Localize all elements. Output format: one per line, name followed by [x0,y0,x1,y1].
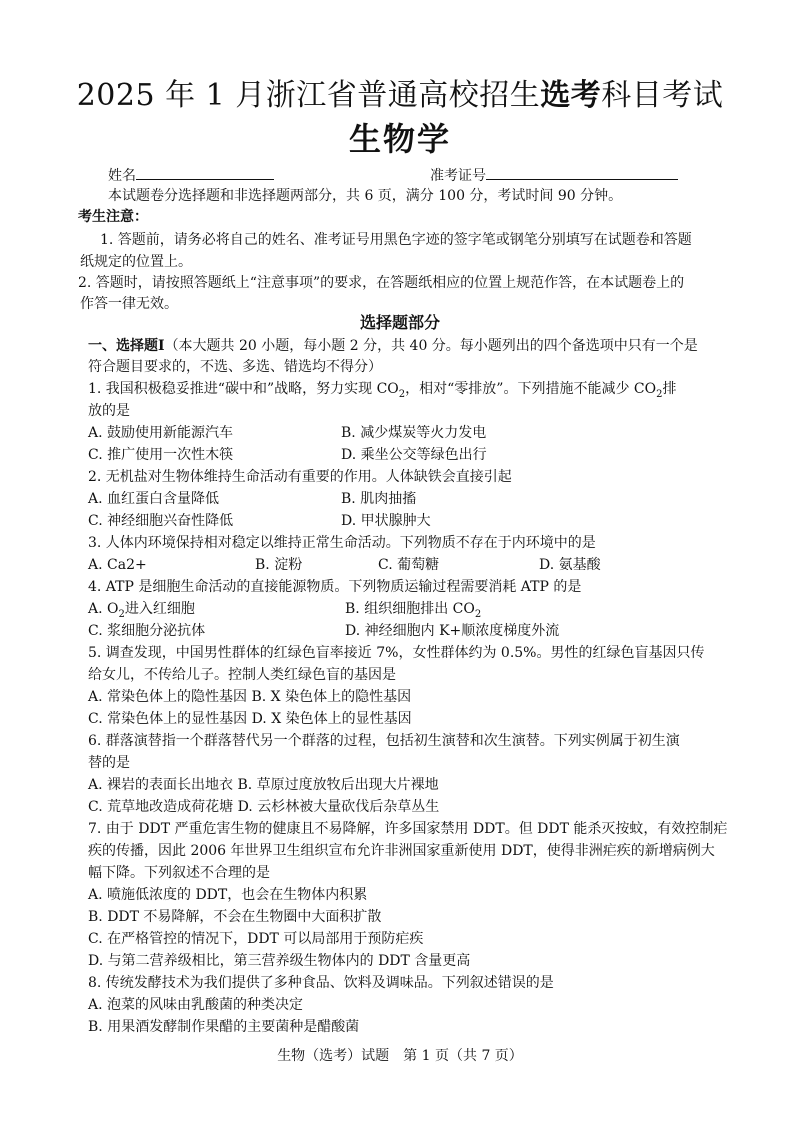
q3-option-b: B. 淀粉 [255,557,303,573]
q2-option-c: C. 神经细胞兴奋性降低 [88,513,234,529]
q4-option-a [88,599,195,619]
subject-title: 生物学 [348,120,451,158]
q1-text-a: 1. 我国积极稳妥推进“碳中和”战略，努力实现 CO [88,381,399,397]
q7-option-d: D. 与第二营养级相比，第三营养级生物体内的 DDT 含量更高 [88,953,471,969]
q4-a-text-a: A. O [88,601,119,617]
q5-options-cd: C. 常染色体上的显性基因 D. X 染色体上的显性基因 [88,711,412,727]
id-field [430,164,678,186]
q3-option-a: A. Ca2+ [88,557,147,573]
q3-option-d: D. 氨基酸 [539,557,601,573]
q4-b-sub: 2 [474,608,482,620]
q3-stem: 3. 人体内环境保持相对稳定以维持正常生命活动。下列物质不存在于内环境中的是 [88,535,596,551]
q4-stem: 4. ATP 是细胞生命活动的直接能源物质。下列物质运输过程需要消耗 ATP 的是 [88,579,582,595]
q7-option-c: C. 在严格管控的情况下，DDT 可以局部用于预防疟疾 [88,931,424,947]
q5-options-ab: A. 常染色体上的隐性基因 B. X 染色体上的隐性基因 [88,689,412,705]
q6-stem-line-1: 6. 群落演替指一个群落替代另一个群落的过程，包括初生演替和次生演替。下列实例属于初生演 [88,733,680,749]
q8-option-a: A. 泡菜的风味由乳酸菌的种类决定 [88,997,304,1013]
q5-stem-line-2: 给女儿，不传给儿子。控制人类红绿色盲的基因是 [88,667,396,683]
q5-stem-line-1: 5. 调查发现，中国男性群体的红绿色盲率接近 7%，女性群体约为 0.5%。男性的红绿色盲基因只传 [88,645,705,661]
notice-item-1-line-2: 纸规定的位置上。 [80,254,192,270]
q1-text-c: 排 [662,381,677,397]
q4-option-c: C. 浆细胞分泌抗体 [88,623,206,639]
q6-options-cd: C. 荒草地改造成荷花塘 D. 云杉林被大量砍伐后杂草丛生 [88,799,440,815]
q7-stem-line-3: 幅下降。下列叙述不合理的是 [88,865,270,881]
exam-title [0,76,800,116]
q7-stem-line-2: 疾的传播，因此 2006 年世界卫生组织宣布允许非洲国家重新使用 DDT，使得非洲疟疾的新增病例大 [88,843,715,859]
q1-option-d: D. 乘坐公交等绿色出行 [341,447,487,463]
title-bold: 选考 [540,78,602,113]
q4-a-text-b: 进入红细胞 [124,601,195,617]
title-suffix: 科目考试 [601,78,724,113]
notice-item-2-line-2: 作答一律无效。 [80,296,178,312]
q1-sub-1: 2 [398,388,406,400]
section-heading-line-1 [88,336,698,356]
notice-item-2-line-1: 2. 答题时，请按照答题纸上“注意事项”的要求，在答题纸相应的位置上规范作答，在本试题卷上的 [78,275,685,291]
q2-option-b: B. 肌肉抽搐 [341,491,417,507]
q6-stem-line-2: 替的是 [88,755,130,771]
name-blank [136,164,274,180]
q1-option-a: A. 鼓励使用新能源汽车 [88,425,234,441]
id-label: 准考证号 [430,168,486,184]
section-heading-rest: （本大题共 20 小题，每小题 2 分，共 40 分。每小题列出的四个备选项中只有一个是 [164,338,698,354]
q1-text-b: ，相对“零排放”。下列措施不能减少 CO [405,381,657,397]
q7-option-b: B. DDT 不易降解，不会在生物圈中大面积扩散 [88,909,382,925]
q8-stem: 8. 传统发酵技术为我们提供了多种食品、饮料及调味品。下列叙述错误的是 [88,975,554,991]
exam-summary: 本试题卷分选择题和非选择题两部分，共 6 页，满分 100 分，考试时间 90 分钟。 [108,188,623,204]
notice-item-1-line-1: 1. 答题前，请务必将自己的姓名、准考证号用黑色字迹的签字笔或钢笔分别填写在试题卷和答题 [100,232,692,248]
q4-b-text: B. 组织细胞排出 CO [345,601,475,617]
q1-option-c: C. 推广使用一次性木筷 [88,447,234,463]
name-field [108,164,274,186]
page-footer: 生物（选考）试题 第 1 页（共 7 页） [277,1048,523,1064]
section-heading-bold: 一、选择题Ⅰ [88,338,165,354]
q2-option-d: D. 甲状腺肿大 [341,513,431,529]
q4-option-d: D. 神经细胞内 K+顺浓度梯度外流 [345,623,560,639]
q1-sub-2: 2 [656,388,663,400]
q1-option-b: B. 减少煤炭等火力发电 [341,425,487,441]
q4-option-b [345,599,481,619]
name-label: 姓名 [108,168,136,184]
section-heading-line-2: 符合题目要求的，不选、多选、错选均不得分） [88,359,382,375]
q4-a-sub: 2 [118,608,125,620]
q7-stem-line-1: 7. 由于 DDT 严重危害生物的健康且不易降解，许多国家禁用 DDT。但 DDT 能杀灭按蚊，有效控制疟 [88,821,728,837]
title-prefix: 2025 年 1 月浙江省普通高校招生 [76,78,541,113]
section-title: 选择题部分 [359,313,440,332]
q2-option-a: A. 血红蛋白含量降低 [88,491,220,507]
q6-options-ab: A. 裸岩的表面长出地衣 B. 草原过度放牧后出现大片裸地 [88,777,439,793]
q7-option-a: A. 喷施低浓度的 DDT，也会在生物体内积累 [88,887,368,903]
q1-stem-line-2: 放的是 [88,403,130,419]
q1-stem-line-1 [88,379,676,399]
notice-heading: 考生注意： [78,209,148,225]
id-blank [486,164,678,180]
q2-stem: 2. 无机盐对生物体维持生命活动有重要的作用。人体缺铁会直接引起 [88,469,512,485]
q3-option-c: C. 葡萄糖 [378,557,440,573]
q8-option-b: B. 用果酒发酵制作果醋的主要菌种是醋酸菌 [88,1019,360,1035]
